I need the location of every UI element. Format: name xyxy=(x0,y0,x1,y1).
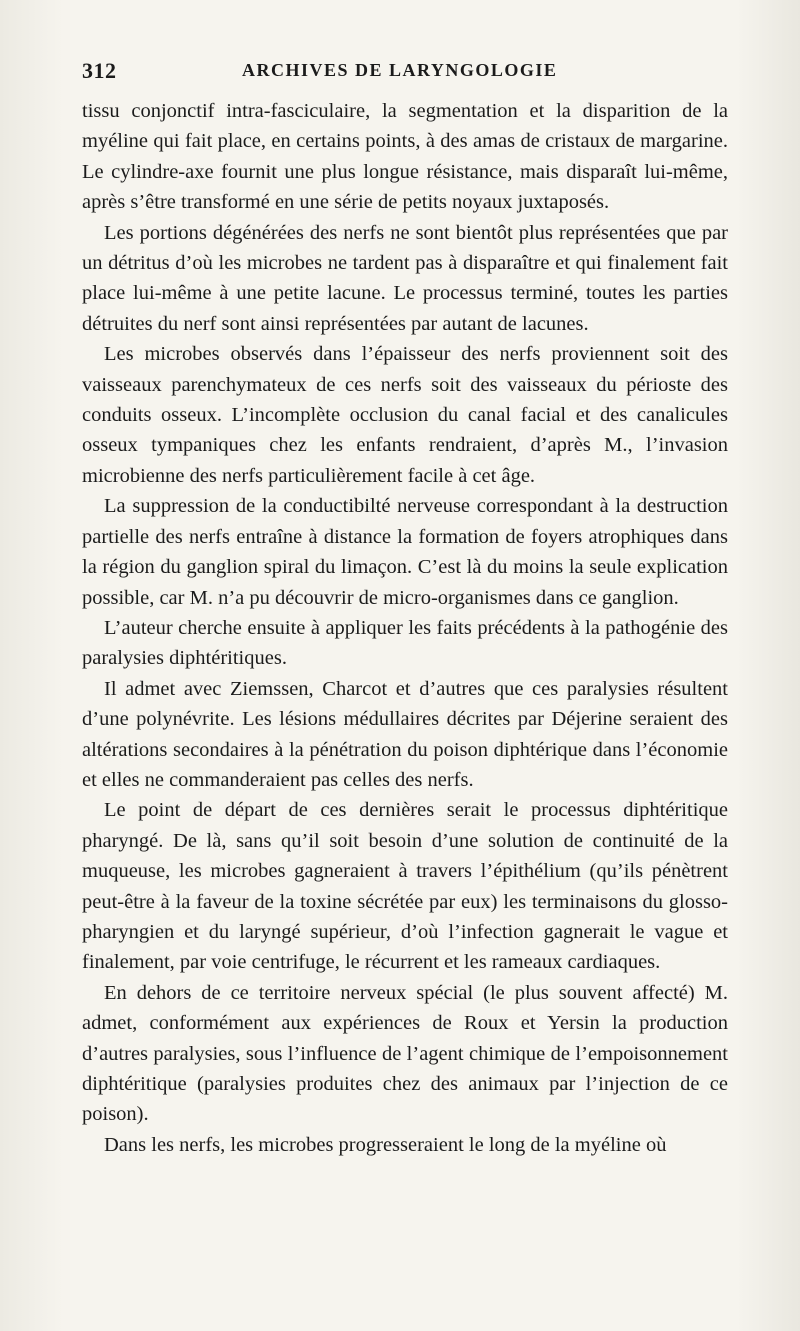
paragraph: L’auteur cherche ensuite à appliquer les faits précédents à la pathogénie des paralysies diphtéritiques. xyxy=(82,616,728,670)
body-text xyxy=(82,96,728,1160)
paragraph: Le point de départ de ces dernières serait le processus diphtéritique pharyngé. De là, sans qu’il soit besoin d’une solution de continuité de la muqueuse, les microbes gagneraient à travers l’épithélium (qu’ils pénètrent peut-être à la faveur de la toxine sécrétée par eux) les terminaisons du glosso-pharyngien et du laryngé supérieur, d’où l’infection gagnerait le vague et finalement, par voie centrifuge, le récurrent et les rameaux cardiaques. xyxy=(82,799,728,974)
page-number: 312 xyxy=(82,58,117,83)
paragraph: Les microbes observés dans l’épaisseur des nerfs proviennent soit des vaisseaux parenchymateux de ces nerfs soit des vaisseaux du périoste des conduits osseux. L’incomplète occlusion du canal facial et des canalicules osseux tympaniques chez les enfants rendraient, d’après M., l’invasion microbienne des nerfs particulièrement facile à cet âge. xyxy=(82,343,728,487)
paragraph-last: Dans les nerfs, les microbes progresseraient le long de la myéline où xyxy=(104,1133,667,1156)
paragraph: En dehors de ce territoire nerveux spécial (le plus souvent affecté) M. admet, conformément aux expériences de Roux et Yersin la production d’autres paralysies, sous l’influence de l’agent chimique de l’empoisonnement diphtéritique (paralysies produites chez des animaux par l’injection de ce poison). xyxy=(82,981,728,1126)
paragraph: La suppression de la conductibilté nerveuse correspondant à la destruction partielle des nerfs entraîne à distance la formation de foyers atrophiques dans la région du ganglion spiral du limaçon. C’est là du moins la seule explication possible, car M. n’a pu découvrir de micro-organismes dans ce ganglion. xyxy=(82,495,728,609)
paragraph-continued: tissu conjonctif intra-fasciculaire, la segmentation et la disparition de la myéline qui fait place, en certains points, à des amas de cristaux de margarine. Le cylindre-axe fournit une plus longue résistance, mais disparaît lui-même, après s’être transformé en une série de petits noyaux juxtaposés. xyxy=(82,100,728,214)
paragraph: Les portions dégénérées des nerfs ne sont bientôt plus représentées que par un détritus d’où les microbes ne tardent pas à disparaître et qui finalement fait place lui-même à une petite lacune. Le processus terminé, toutes les parties détruites du nerf sont ainsi représentées par autant de lacunes. xyxy=(82,221,728,335)
journal-title: ARCHIVES DE LARYNGOLOGIE xyxy=(242,60,558,80)
paragraph: Il admet avec Ziemssen, Charcot et d’autres que ces paralysies résultent d’une polynévrite. Les lésions médullaires décrites par Déjerine seraient des altérations secondaires à la pénétration du poison diphtérique dans l’économie et elles ne commanderaient pas celles des nerfs. xyxy=(82,677,728,791)
running-head xyxy=(82,58,728,86)
